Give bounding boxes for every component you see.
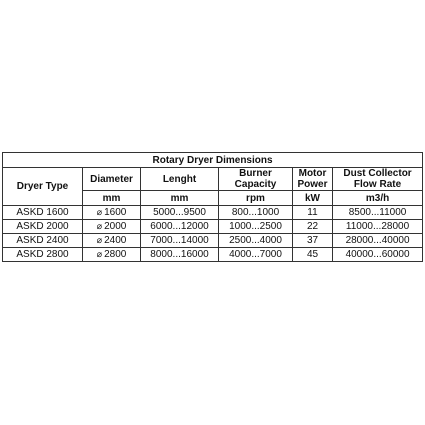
table-row [3,234,423,248]
unit-dust: m3/h [333,191,423,206]
diameter-value: 2800 [104,249,127,260]
cell-length: 5000...9500 [141,206,219,220]
cell-burner-capacity: 4000...7000 [219,248,293,262]
cell-dust-flow-rate: 11000...28000 [333,220,423,234]
cell-dryer-type: ASKD 2400 [3,234,83,248]
cell-motor-power: 22 [293,220,333,234]
diameter-value: 2400 [104,235,127,246]
cell-dust-flow-rate: 28000...40000 [333,234,423,248]
diameter-icon: ⌀ [96,249,103,259]
cell-dust-flow-rate: 8500...11000 [333,206,423,220]
diameter-icon: ⌀ [96,221,103,231]
cell-length: 7000...14000 [141,234,219,248]
diameter-icon: ⌀ [96,235,103,245]
cell-dust-flow-rate: 40000...60000 [333,248,423,262]
unit-length: mm [141,191,219,206]
cell-diameter [83,248,141,262]
header-burner-line1: Burner [239,168,272,179]
header-dust-line2: Flow Rate [353,179,402,190]
header-motor-power [293,168,333,191]
cell-dryer-type: ASKD 2000 [3,220,83,234]
table-row [3,248,423,262]
header-motor-line2: Power [297,179,328,190]
cell-dryer-type: ASKD 2800 [3,248,83,262]
dimensions-table-container [2,152,422,262]
cell-burner-capacity: 800...1000 [219,206,293,220]
cell-dryer-type: ASKD 1600 [3,206,83,220]
cell-motor-power: 37 [293,234,333,248]
cell-burner-capacity: 1000...2500 [219,220,293,234]
unit-motor: kW [293,191,333,206]
header-dust-collector [333,168,423,191]
header-burner-line2: Capacity [234,179,277,190]
diameter-icon: ⌀ [96,207,103,217]
unit-burner: rpm [219,191,293,206]
cell-length: 8000...16000 [141,248,219,262]
table-body [3,206,423,262]
cell-length: 6000...12000 [141,220,219,234]
table-row [3,220,423,234]
header-dryer-type: Dryer Type [3,168,83,206]
table-title: Rotary Dryer Dimensions [3,153,423,168]
header-motor-line1: Motor [298,168,327,179]
table-row [3,206,423,220]
header-length: Lenght [141,168,219,191]
cell-diameter [83,234,141,248]
header-dust-line1: Dust Collector [343,168,412,179]
cell-motor-power: 45 [293,248,333,262]
rotary-dryer-dimensions-table [2,152,423,262]
header-burner-capacity [219,168,293,191]
cell-diameter [83,206,141,220]
unit-diameter: mm [83,191,141,206]
cell-motor-power: 11 [293,206,333,220]
diameter-value: 1600 [104,207,127,218]
diameter-value: 2000 [104,221,127,232]
cell-diameter [83,220,141,234]
cell-burner-capacity: 2500...4000 [219,234,293,248]
header-diameter: Diameter [83,168,141,191]
